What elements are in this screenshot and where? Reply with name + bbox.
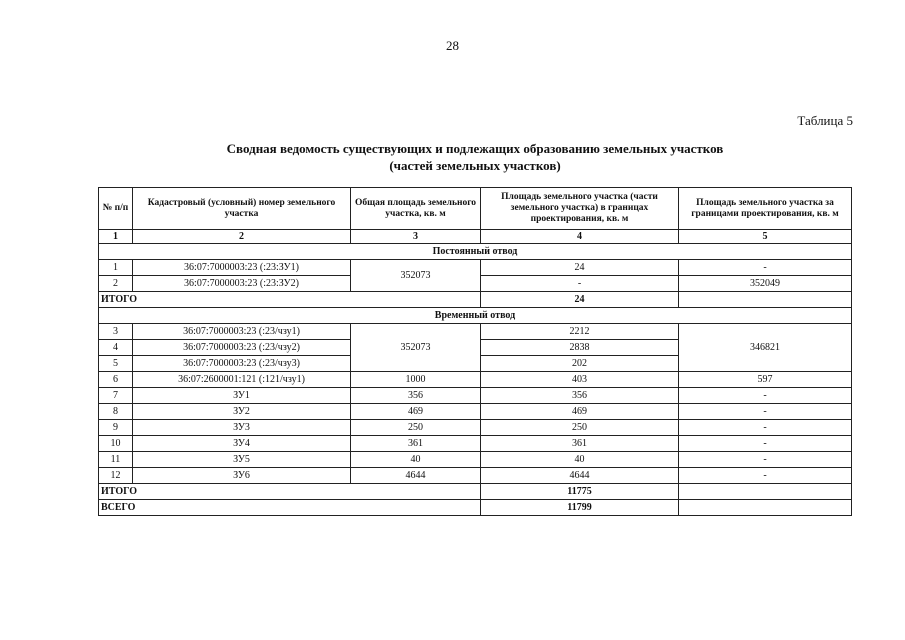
column-number-row bbox=[99, 230, 852, 244]
cadastral-number: ЗУ2 bbox=[133, 404, 351, 420]
header-area-outside: Площадь земельного участка за границами проектирования, кв. м bbox=[679, 188, 852, 230]
section-row-permanent bbox=[99, 244, 852, 260]
area-outside: - bbox=[679, 404, 852, 420]
area-outside: 597 bbox=[679, 372, 852, 388]
table-row bbox=[99, 468, 852, 484]
page-number: 28 bbox=[446, 38, 459, 53]
area-outside: 346821 bbox=[679, 324, 852, 372]
cadastral-number: ЗУ3 bbox=[133, 420, 351, 436]
row-number: 2 bbox=[99, 276, 133, 292]
header-row bbox=[99, 188, 852, 230]
column-number: 4 bbox=[481, 230, 679, 244]
grand-total-row bbox=[99, 500, 852, 516]
header-number: № п/п bbox=[99, 188, 133, 230]
subtotal-label: ИТОГО bbox=[99, 484, 481, 500]
total-area: 1000 bbox=[351, 372, 481, 388]
header-area-inside: Площадь земельного участка (части земельного участка) в границах проектирования, кв. м bbox=[481, 188, 679, 230]
table-row bbox=[99, 436, 852, 452]
row-number: 12 bbox=[99, 468, 133, 484]
total-area: 361 bbox=[351, 436, 481, 452]
total-area: 352073 bbox=[351, 260, 481, 292]
empty-cell bbox=[679, 500, 852, 516]
area-outside: - bbox=[679, 436, 852, 452]
area-outside: - bbox=[679, 452, 852, 468]
table-row bbox=[99, 452, 852, 468]
cadastral-number: 36:07:7000003:23 (:23:ЗУ1) bbox=[133, 260, 351, 276]
grand-total-value: 11799 bbox=[481, 500, 679, 516]
area-inside: 356 bbox=[481, 388, 679, 404]
column-number: 5 bbox=[679, 230, 852, 244]
area-inside: 4644 bbox=[481, 468, 679, 484]
area-outside: 352049 bbox=[679, 276, 852, 292]
subtotal-row bbox=[99, 484, 852, 500]
header-cadastral: Кадастровый (условный) номер земельного участка bbox=[133, 188, 351, 230]
area-inside: 2838 bbox=[481, 340, 679, 356]
row-number: 6 bbox=[99, 372, 133, 388]
area-inside: 24 bbox=[481, 260, 679, 276]
cadastral-number: 36:07:2600001:121 (:121/чзу1) bbox=[133, 372, 351, 388]
subtotal-row bbox=[99, 292, 852, 308]
subtotal-value: 24 bbox=[481, 292, 679, 308]
subtotal-value: 11775 bbox=[481, 484, 679, 500]
land-plots-table bbox=[98, 187, 852, 516]
row-number: 1 bbox=[99, 260, 133, 276]
total-area: 4644 bbox=[351, 468, 481, 484]
area-outside: - bbox=[679, 260, 852, 276]
header-total-area: Общая площадь земельного участка, кв. м bbox=[351, 188, 481, 230]
subtotal-label: ИТОГО bbox=[99, 292, 481, 308]
section-label: Постоянный отвод bbox=[99, 244, 852, 260]
column-number: 1 bbox=[99, 230, 133, 244]
cadastral-number: 36:07:7000003:23 (:23:ЗУ2) bbox=[133, 276, 351, 292]
area-outside: - bbox=[679, 468, 852, 484]
empty-cell bbox=[679, 292, 852, 308]
row-number: 11 bbox=[99, 452, 133, 468]
cadastral-number: 36:07:7000003:23 (:23/чзу2) bbox=[133, 340, 351, 356]
area-inside: 2212 bbox=[481, 324, 679, 340]
area-inside: 361 bbox=[481, 436, 679, 452]
table-row bbox=[99, 420, 852, 436]
row-number: 9 bbox=[99, 420, 133, 436]
area-inside: 250 bbox=[481, 420, 679, 436]
total-area: 356 bbox=[351, 388, 481, 404]
row-number: 4 bbox=[99, 340, 133, 356]
title-line-2: (частей земельных участков) bbox=[389, 158, 561, 173]
table-row bbox=[99, 260, 852, 276]
table-row bbox=[99, 372, 852, 388]
cadastral-number: ЗУ4 bbox=[133, 436, 351, 452]
area-inside: 202 bbox=[481, 356, 679, 372]
cadastral-number: ЗУ1 bbox=[133, 388, 351, 404]
cadastral-number: ЗУ5 bbox=[133, 452, 351, 468]
cadastral-number: 36:07:7000003:23 (:23/чзу3) bbox=[133, 356, 351, 372]
section-row-temporary bbox=[99, 308, 852, 324]
total-area: 352073 bbox=[351, 324, 481, 372]
total-area: 40 bbox=[351, 452, 481, 468]
column-number: 2 bbox=[133, 230, 351, 244]
area-outside: - bbox=[679, 388, 852, 404]
table-row bbox=[99, 388, 852, 404]
total-area: 469 bbox=[351, 404, 481, 420]
cadastral-number: 36:07:7000003:23 (:23/чзу1) bbox=[133, 324, 351, 340]
row-number: 10 bbox=[99, 436, 133, 452]
row-number: 8 bbox=[99, 404, 133, 420]
row-number: 3 bbox=[99, 324, 133, 340]
title-line-1: Сводная ведомость существующих и подлежащих образованию земельных участков bbox=[226, 141, 724, 156]
table-row bbox=[99, 404, 852, 420]
column-number: 3 bbox=[351, 230, 481, 244]
table-row bbox=[99, 324, 852, 340]
area-inside: 403 bbox=[481, 372, 679, 388]
section-label: Временный отвод bbox=[99, 308, 852, 324]
grand-total-label: ВСЕГО bbox=[99, 500, 481, 516]
area-outside: - bbox=[679, 420, 852, 436]
cadastral-number: ЗУ6 bbox=[133, 468, 351, 484]
row-number: 7 bbox=[99, 388, 133, 404]
area-inside: - bbox=[481, 276, 679, 292]
total-area: 250 bbox=[351, 420, 481, 436]
document-title bbox=[100, 140, 850, 174]
area-inside: 40 bbox=[481, 452, 679, 468]
area-inside: 469 bbox=[481, 404, 679, 420]
row-number: 5 bbox=[99, 356, 133, 372]
table-caption: Таблица 5 bbox=[797, 113, 853, 128]
empty-cell bbox=[679, 484, 852, 500]
